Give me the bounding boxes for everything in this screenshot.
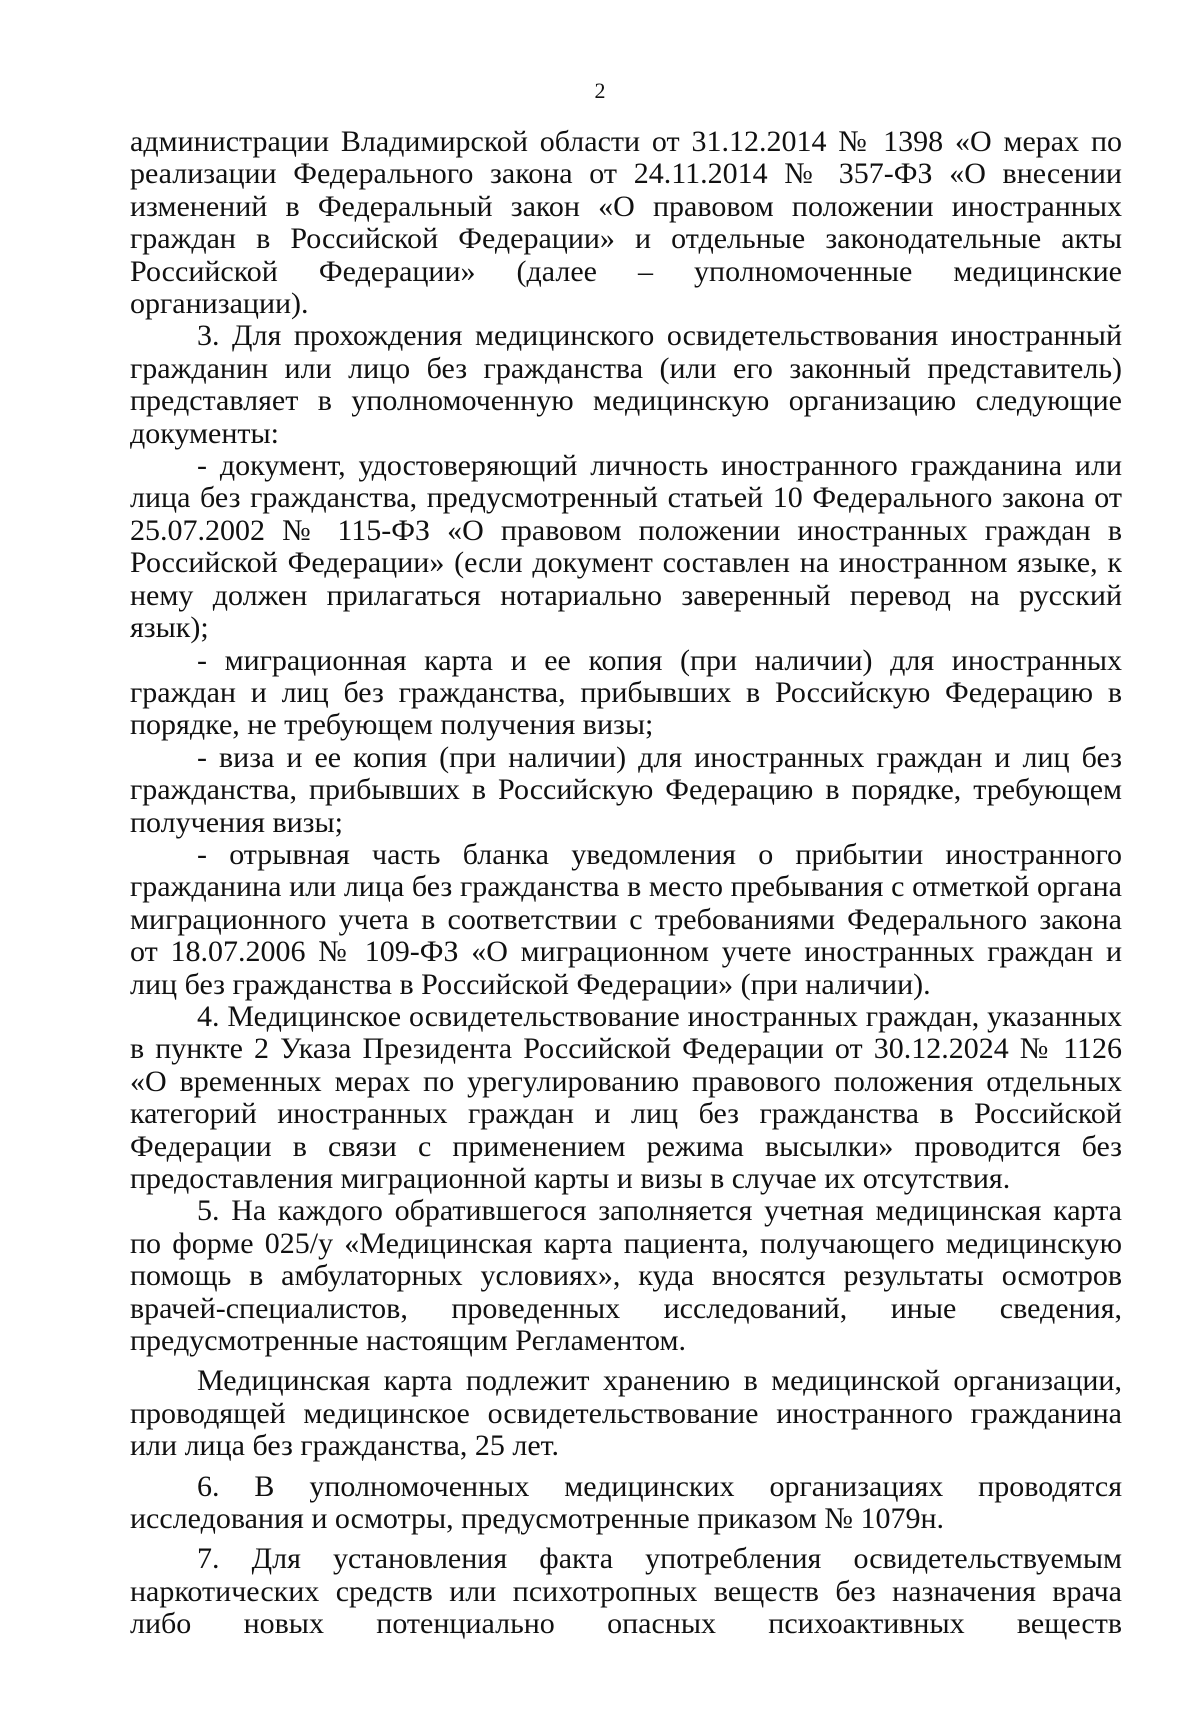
document-body	[130, 126, 1122, 1641]
list-item-migration-card: - миграционная карта и ее копия (при наличии) для иностранных граждан и лиц без гражданства, прибывших в Российскую Федерацию в порядке, не требующем получения визы;	[130, 643, 1122, 742]
paragraph-item-7: 7. Для установления факта употребления освидетельствуемым наркотических средств или психотропных веществ без назначения врача либо новых потенциально опасных психоактивных веществ	[130, 1542, 1122, 1641]
list-item-visa: - виза и ее копия (при наличии) для иностранных граждан и лиц без гражданства, прибывших в Российскую Федерацию в порядке, требующем получения визы;	[130, 740, 1122, 839]
paragraph-item-4: 4. Медицинское освидетельствование иностранных граждан, указанных в пункте 2 Указа Президента Российской Федерации от 30.12.2024 № 1126 «О временных мерах по урегулированию правового положения отдельных категорий иностранных граждан и лиц без гражданства в Российской Федерации в связи с применением режима высылки» проводится без предоставления миграционной карты и визы в случае их отсутствия.	[130, 999, 1122, 1195]
list-item-identity-document: - документ, удостоверяющий личность иностранного гражданина или лица без гражданства, предусмотренный статьей 10 Федерального закона от 25.07.2002 № 115-ФЗ «О правовом положении иностранных граждан в Российской Федерации» (если документ составлен на иностранном языке, к нему должен прилагаться нотариально заверенный перевод на русский язык);	[130, 449, 1122, 645]
paragraph-continuation: администрации Владимирской области от 31.12.2014 № 1398 «О мерах по реализации Федерального закона от 24.11.2014 № 357-ФЗ «О внесении изменений в Федеральный закон «О правовом положении иностранных граждан в Российской Федерации» и отдельные законодательные акты Российской Федерации» (далее – уполномоченные медицинские организации).	[130, 125, 1122, 321]
paragraph-item-5: 5. На каждого обратившегося заполняется учетная медицинская карта по форме 025/у «Медицинская карта пациента, получающего медицинскую помощь в амбулаторных условиях», куда вносятся результаты осмотров врачей-специалистов, проведенных исследований, иные сведения, предусмотренные настоящим Регламентом.	[130, 1194, 1122, 1358]
paragraph-item-3: 3. Для прохождения медицинского освидетельствования иностранный гражданин или лицо без гражданства (или его законный представитель) представляет в уполномоченную медицинскую организацию следующие документы:	[130, 319, 1122, 450]
page-number: 2	[594, 78, 606, 103]
paragraph-medical-card-storage: Медицинская карта подлежит хранению в медицинской организации, проводящей медицинское освидетельствование иностранного гражданина или лица без гражданства, 25 лет.	[130, 1364, 1122, 1463]
list-item-arrival-notice: - отрывная часть бланка уведомления о прибытии иностранного гражданина или лица без гражданства в место пребывания с отметкой органа миграционного учета в соответствии с требованиями Федерального закона от 18.07.2006 № 109-ФЗ «О миграционном учете иностранных граждан и лиц без гражданства в Российской Федерации» (при наличии).	[130, 837, 1122, 1001]
paragraph-item-6: 6. В уполномоченных медицинских организациях проводятся исследования и осмотры, предусмотренные приказом № 1079н.	[130, 1469, 1122, 1536]
